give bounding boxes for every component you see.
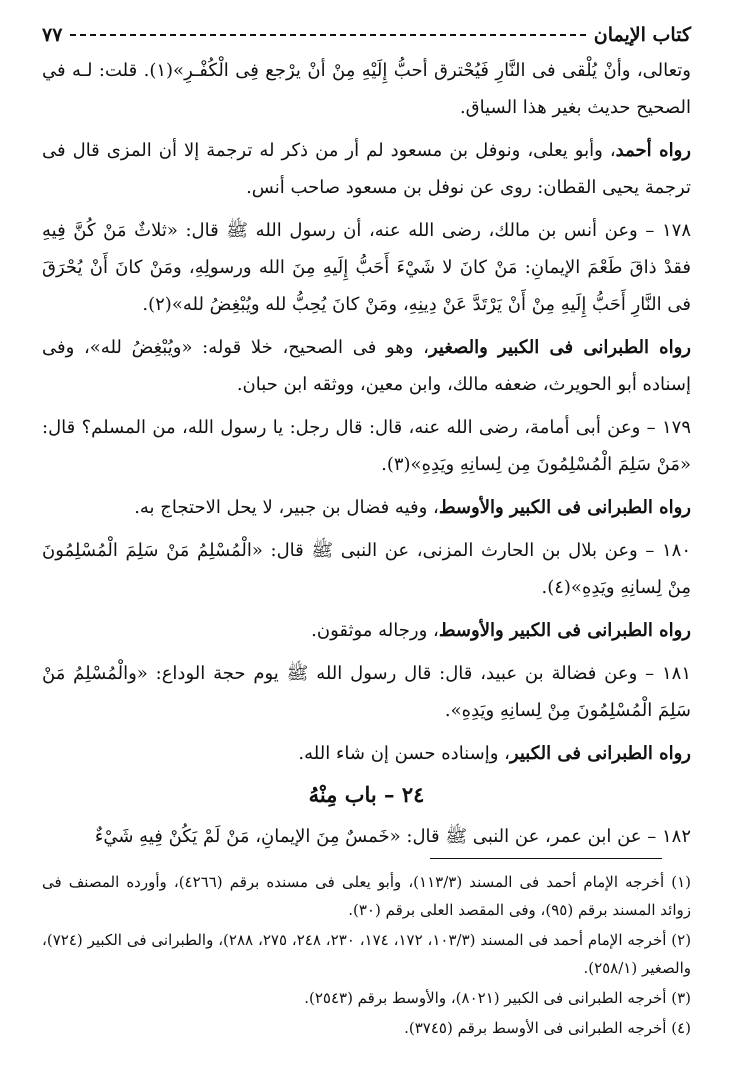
paragraph-4-lead: رواه الطبرانى فى الكبير والصغير xyxy=(428,337,691,358)
header-dashed-rule xyxy=(70,34,585,36)
paragraph-10-text: ، وإسناده حسن إن شاء الله. xyxy=(298,743,510,764)
paragraph-2 xyxy=(42,132,691,206)
running-header xyxy=(42,18,691,52)
paragraph-10 xyxy=(42,735,691,772)
hadith-179 xyxy=(42,409,691,483)
paragraph-6 xyxy=(42,489,691,526)
hadith-180-text: ١٨٠ – وعن بلال بن الحارث المزنى، عن النبى ﷺ قال: «الْمُسْلِمُ مَنْ سَلِمَ الْمُسْلِمُونَ مِنْ لِسانِهِ ويَدِهِ»(٤). xyxy=(42,540,691,598)
hadith-178 xyxy=(42,212,691,323)
paragraph-1 xyxy=(42,52,691,126)
page-number: ٧٧ xyxy=(42,24,63,46)
hadith-180 xyxy=(42,532,691,606)
footnote-divider xyxy=(430,858,662,859)
paragraph-8-text: ، ورجاله موثقون. xyxy=(311,620,439,641)
paragraph-8-lead: رواه الطبرانى فى الكبير والأوسط xyxy=(438,620,691,641)
paragraph-6-lead: رواه الطبرانى فى الكبير والأوسط xyxy=(438,497,691,518)
hadith-178-text: ١٧٨ – وعن أنس بن مالك، رضى الله عنه، أن رسول الله ﷺ قال: «ثلاثٌ مَنْ كُنَّ فِيهِ فقدْ ذاقَ طَعْمَ الإيمانِ: مَنْ كانَ لا شَيْءَ أَحَبُّ إِلَيهِ مِنَ الله ورسولِهِ، ومَنْ كانَ أَنْ يُحْرَقَ فى النَّارِ أَحَبُّ إِلَيهِ مِنْ أَنْ يَرْتَدَّ عَنْ دِينِهِ، ومَنْ كانَ يُحِبُّ لله ويُبْغِضُ لله»(٢). xyxy=(42,220,691,315)
paragraph-2-text: ، وأبو يعلى، ونوفل بن مسعود لم أر من ذكر له ترجمة إلا أن المزى قال فى ترجمة يحيى القطان: روى عن نوفل بن مسعود صاحب أنس. xyxy=(42,140,691,198)
hadith-179-text: ١٧٩ – وعن أبى أمامة، رضى الله عنه، قال: قال رجل: يا رسول الله، من المسلم؟ قال: «مَنْ سَلِمَ الْمُسْلِمُونَ مِن لِسانِهِ ويَدِهِ»(٣). xyxy=(42,417,691,475)
hadith-182-text: ١٨٢ – عن ابن عمر، عن النبى ﷺ قال: «خَمسٌ مِنَ الإيمانِ، مَنْ لَمْ يَكُنْ فِيهِ شَيْءٌ xyxy=(94,826,691,847)
paragraph-4 xyxy=(42,329,691,403)
footnote-1: (١) أخرجه الإمام أحمد فى المسند (١١٣/٣)، وأبو يعلى فى مسنده برقم (٤٢٦٦)، وأورده المصنف فى زوائد المسند برقم (٩٥)، وفى المقصد العلى برقم (٣٠). xyxy=(42,873,691,919)
footnote-4: (٤) أخرجه الطبرانى فى الأوسط برقم (٣٧٤٥). xyxy=(404,1019,691,1037)
paragraph-2-lead: رواه أحمد xyxy=(615,140,692,161)
paragraph-4-text: ، وهو فى الصحيح، خلا قوله: «ويُبْغِضُ لله»، وفى إسناده أبو الحويرث، ضعفه مالك، وابن معين، ووثقه ابن حبان. xyxy=(42,337,691,395)
paragraph-1-text: وتعالى، وأنْ يُلْقى فى النَّارِ فَيُحْترق أحبُّ إِلَيْهِ مِنْ أنْ يرْجع فِى الْكُفْـرِ»(١). قلت: لـه في الصحيح حديث بغير هذا السياق. xyxy=(42,60,691,118)
header-title: كتاب الإيمان xyxy=(593,24,691,46)
footnote-2: (٢) أخرجه الإمام أحمد فى المسند (١٠٣/٣، ١٧٢، ١٧٤، ٢٣٠، ٢٤٨، ٢٧٥، ٢٨٨)، والطبرانى فى الكبير (٧٢٤)، والصغير (٢٥٨/١). xyxy=(42,931,692,977)
paragraph-6-text: ، وفيه فضال بن جبير، لا يحل الاحتجاج به. xyxy=(134,497,439,518)
paragraph-10-lead: رواه الطبرانى فى الكبير xyxy=(509,743,691,764)
chapter-heading: ٢٤ – باب مِنْهُ xyxy=(308,782,425,807)
hadith-181 xyxy=(42,655,691,729)
hadith-181-text: ١٨١ – وعن فضالة بن عبيد، قال: قال رسول الله ﷺ يوم حجة الوداع: «والْمُسْلِمُ مَنْ سَلِمَ الْمُسْلِمُونَ مِنْ لِسانِهِ ويَدِهِ». xyxy=(42,663,691,721)
paragraph-8 xyxy=(42,612,691,649)
footnote-3: (٣) أخرجه الطبرانى فى الكبير (٨٠٢١)، والأوسط برقم (٢٥٤٣). xyxy=(304,989,691,1007)
hadith-182 xyxy=(42,818,691,855)
footnotes xyxy=(42,868,691,1044)
